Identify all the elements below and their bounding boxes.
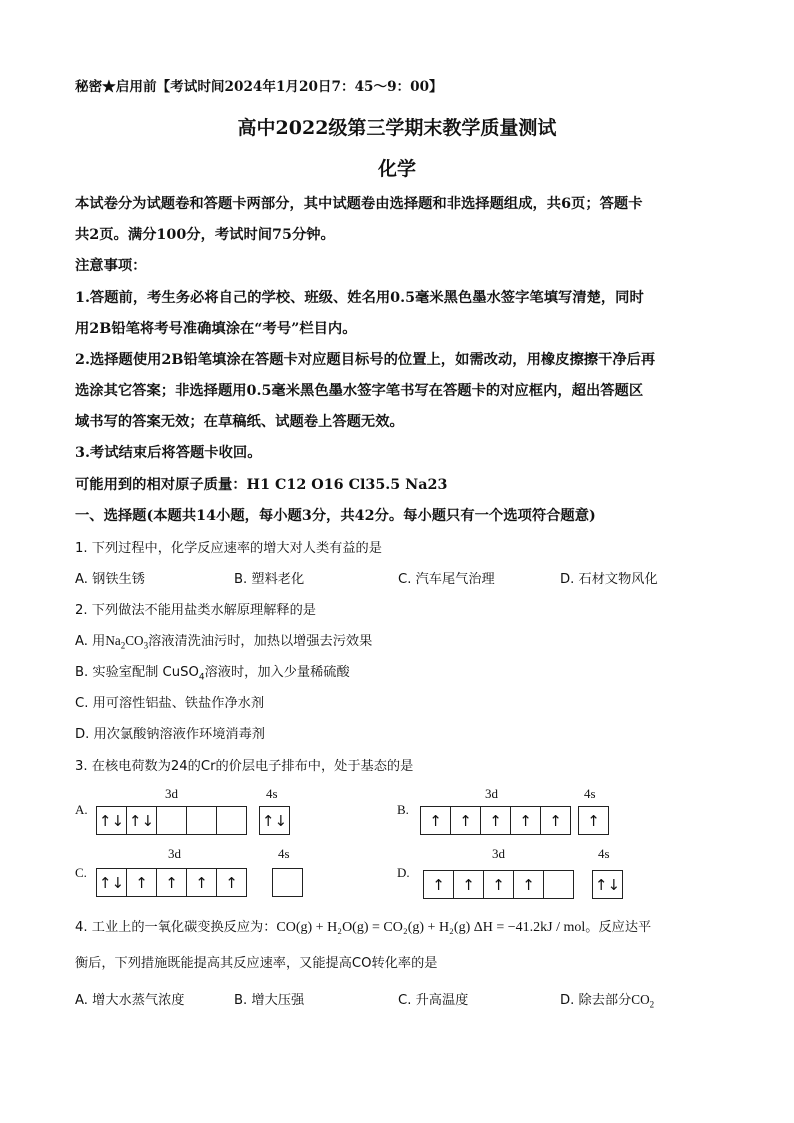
orbital-box: ↑ [483,870,514,899]
q1-option-c: C. 汽车尾气治理 [398,572,495,587]
orbital-box [272,868,303,897]
q2-option-a [75,630,372,651]
q2-a-pre: A. 用 [75,634,106,649]
orbital-box: ↑ [510,806,541,835]
notes-title: 注意事项： [75,258,147,274]
exam-title: 高中2022级第三学期末教学质量测试 [237,117,557,139]
orbital-box [186,806,217,835]
q2-a-formula: $Na_2CO_3$ [105,633,149,651]
q1-option-a: A. 钢铁生锈 [75,572,145,587]
q4-option-a: A. 增大水蒸气浓度 [75,993,185,1008]
q1-stem: 1. 下列过程中，化学反应速率的增大对人类有益的是 [75,541,382,556]
q3-a-3d-orbitals [96,806,247,835]
orbital-box: ↑ [540,806,571,835]
section-1-title: 一、选择题(本题共14小题，每小题3分，共42分。每小题只有一个选项符合题意) [75,508,596,524]
q4-option-d: D. 除去部分$CO_2$ [560,992,655,1010]
q3-d-3d-orbitals [423,870,574,899]
q2-stem: 2. 下列做法不能用盐类水解原理解释的是 [75,603,316,618]
orbital-box: ↑↓ [96,868,127,897]
orbital-box: ↑ [453,870,484,899]
q2-option-b: B. 实验室配制 CuSO$_4$溶液时，加入少量稀硫酸 [75,665,350,683]
q3-c-3d-label: 3d [168,846,181,861]
orbital-box: ↑ [480,806,511,835]
orbital-box: ↑↓ [592,870,623,899]
q3-stem: 3. 在核电荷数为24的Cr的价层电子排布中，处于基态的是 [75,759,414,774]
intro-line-2: 共2页。满分100分，考试时间75分钟。 [75,227,335,243]
orbital-box: ↑↓ [259,806,290,835]
q3-c-4s-label: 4s [278,846,290,861]
q4-option-b: B. 增大压强 [234,993,305,1008]
intro-line-1: 本试卷分为试题卷和答题卡两部分，其中试题卷由选择题和非选择题组成，共6页；答题卡 [75,196,643,212]
note-2b: 选涂其它答案；非选择题用0.5毫米黑色墨水签字笔书写在答题卡的对应框内，超出答题区 [75,383,644,399]
q3-a-4s-label: 4s [266,786,278,801]
q3-d-4s-orbital [592,870,623,899]
orbital-box [216,806,247,835]
orbital-box: ↑↓ [126,806,157,835]
secret-line: 秘密★启用前【考试时间2024年1月20日7：45～9：00】 [75,79,443,95]
q1-option-b: B. 塑料老化 [234,572,305,587]
q3-b-3d-label: 3d [485,786,498,801]
q3-d-4s-label: 4s [598,846,610,861]
note-1b: 用2B铅笔将考号准确填涂在“考号”栏目内。 [75,321,357,337]
q4-stem-line-1: 4. 工业上的一氧化碳变换反应为：CO(g) + H₂O(g) = CO₂(g) + H₂(g) ΔH = −41.2kJ / mol。反应达平 [75,920,652,935]
q4-equation: CO(g) + H₂O(g) = CO₂(g) + H₂(g) ΔH = −41.2kJ / mol [276,920,586,935]
note-3: 3.考试结束后将答题卡收回。 [75,445,262,461]
orbital-box: ↑ [423,870,454,899]
q3-option-a-letter: A. [75,802,88,817]
atomic-masses: 可能用到的相对原子质量：H1 C12 O16 Cl35.5 Na23 [75,477,448,493]
q1-option-d: D. 石材文物风化 [560,572,658,587]
q4-option-c: C. 升高温度 [398,993,469,1008]
q2-option-c: C. 用可溶性铝盐、铁盐作净水剂 [75,696,265,711]
q3-option-b-letter: B. [397,802,409,817]
orbital-box: ↑ [513,870,544,899]
orbital-box: ↑ [216,868,247,897]
orbital-box: ↑ [126,868,157,897]
q3-b-4s-label: 4s [584,786,596,801]
orbital-box: ↑↓ [96,806,127,835]
orbital-box [543,870,574,899]
note-2a: 2.选择题使用2B铅笔填涂在答题卡对应题目标号的位置上，如需改动，用橡皮擦擦干净后再 [75,352,656,368]
q2-option-d: D. 用次氯酸钠溶液作环境消毒剂 [75,727,265,742]
orbital-box: ↑ [186,868,217,897]
q3-option-d-letter: D. [397,865,410,880]
q2-a-post: 溶液清洗油污时，加热以增强去污效果 [148,634,373,649]
orbital-box: ↑ [420,806,451,835]
q3-a-3d-label: 3d [165,786,178,801]
orbital-box [156,806,187,835]
note-2c: 域书写的答案无效；在草稿纸、试题卷上答题无效。 [75,414,404,430]
subject-title: 化学 [377,158,416,180]
orbital-box: ↑ [578,806,609,835]
q3-c-3d-orbitals [96,868,247,897]
q3-d-3d-label: 3d [492,846,505,861]
q3-a-4s-orbital [259,806,290,835]
q3-c-4s-orbital [272,868,303,897]
q4-stem-line-2: 衡后，下列措施既能提高其反应速率，又能提高CO转化率的是 [75,956,438,971]
q3-b-3d-orbitals [420,806,571,835]
orbital-box: ↑ [156,868,187,897]
orbital-box: ↑ [450,806,481,835]
q3-b-4s-orbital [578,806,609,835]
note-1a: 1.答题前，考生务必将自己的学校、班级、姓名用0.5毫米黑色墨水签字笔填写清楚，同时 [75,290,644,306]
q3-option-c-letter: C. [75,865,87,880]
